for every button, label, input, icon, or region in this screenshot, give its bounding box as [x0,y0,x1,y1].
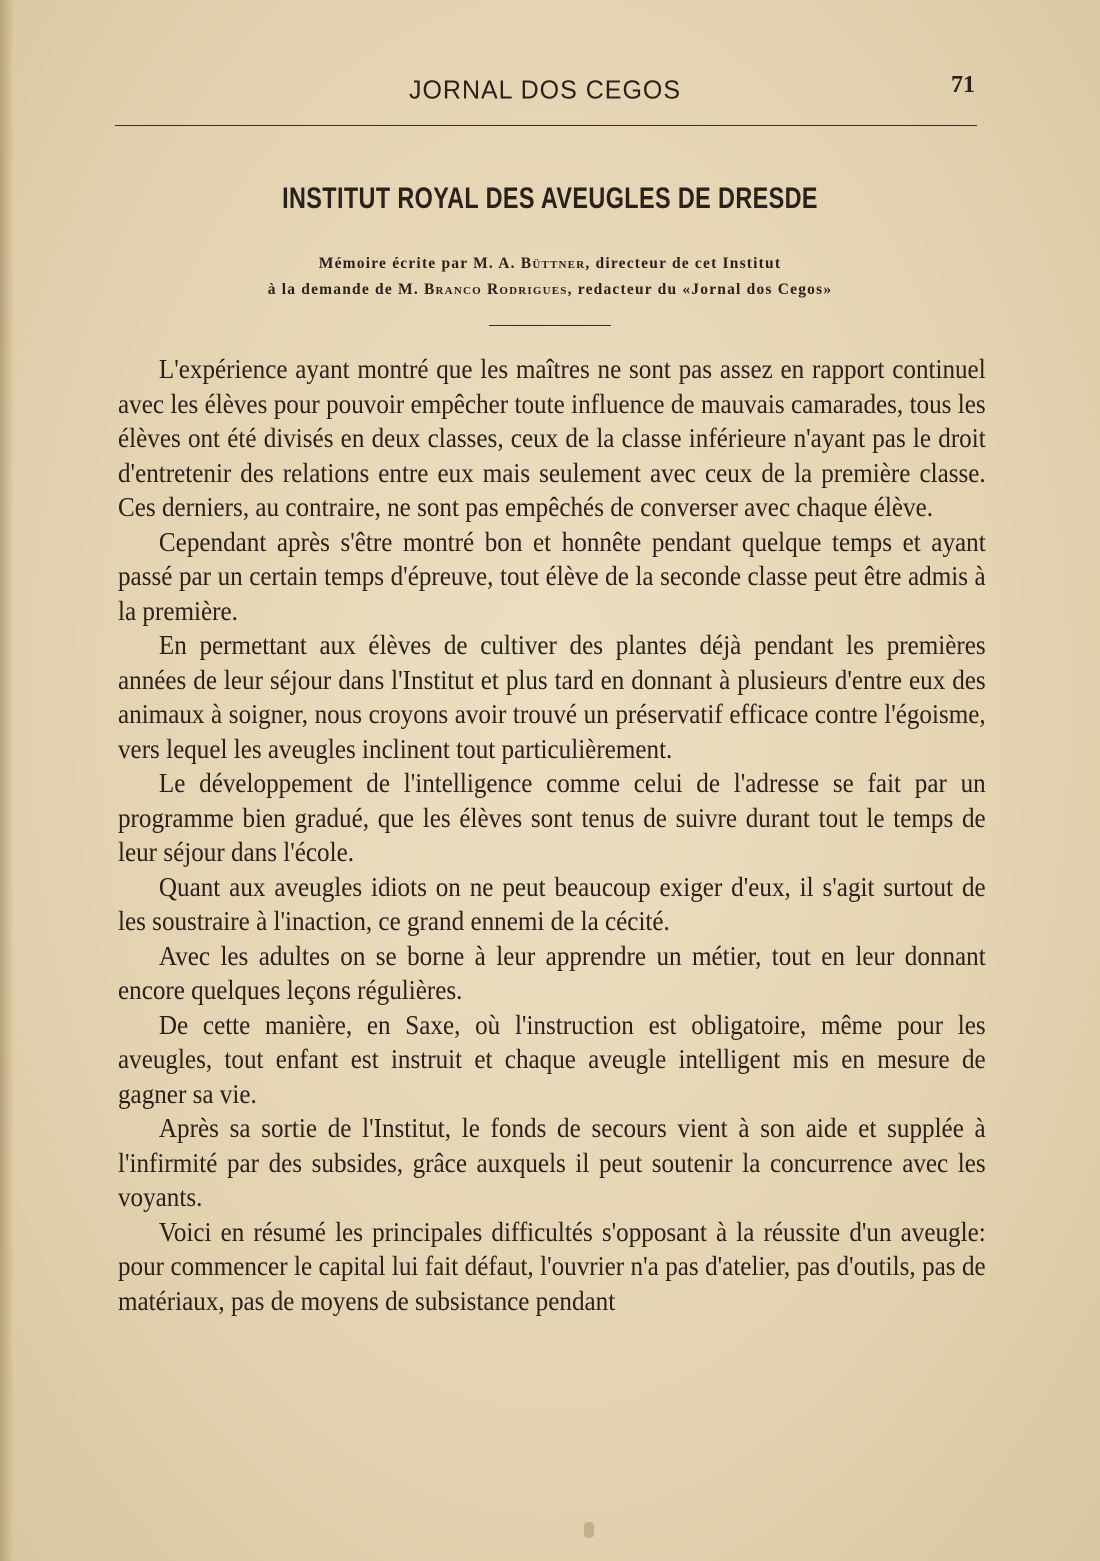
paragraph: Cependant après s'être montré bon et honnête pendant quelque temps et ayant passé par un certain temps d'épreuve, tout élève de la seconde classe peut être admis à la première. [118,526,986,626]
section-rule [489,325,611,326]
article-body [118,352,986,1318]
header-rule [115,125,977,126]
article-title: INSTITUT ROYAL DES AVEUGLES DE DRESDE [282,182,818,215]
paragraph: Avec les adultes on se borne à leur apprendre un métier, tout en leur donnant encore quelques leçons régulières. [118,940,986,1005]
byline-line-2-prefix: à la demande de M. [267,281,424,298]
byline-line-2-suffix: , redacteur du «Jornal dos Cegos» [567,281,833,298]
byline-line-2 [110,281,990,299]
paragraph: Le développement de l'intelligence comme celui de l'adresse se fait par un programme bien gradué, que les élèves sont tenus de suivre durant tout le temps de leur séjour dans l'école. [118,768,986,867]
paragraph: Quant aux aveugles idiots on ne peut beaucoup exiger d'eux, il s'agit surtout de les soustraire à l'inaction, ce grand ennemi de la cécité. [118,871,986,936]
paragraph: L'expérience ayant montré que les maîtres ne sont pas assez en rapport continuel avec les élèves pour pouvoir empêcher toute influence de mauvais camarades, tous les élèves ont été divisés en deux classes, ceux de la classe inférieure n'ayant pas le droit d'entretenir des relations entre eux mais seulement avec ceux de la première classe. Ces derniers, au contraire, ne sont pas empêchés de converser avec chaque élève. [118,354,986,522]
byline-line-1-prefix: Mémoire écrite par M. A. [318,255,521,272]
byline-author: Büttner [520,255,586,272]
page-number: 71 [951,72,975,98]
byline-line-1-suffix: , directeur de cet Institut [585,255,782,272]
paragraph: Après sa sortie de l'Institut, le fonds de secours vient à son aide et supplée à l'infirmité par des subsides, grâce auxquels il peut soutenir la concurrence avec les voyants. [118,1113,986,1212]
running-title: JORNAL DOS CEGOS [408,75,682,105]
paragraph: Voici en résumé les principales difficultés s'opposant à la réussite d'un aveugle: pour commencer le capital lui fait défaut, l'ouvrier n'a pas d'atelier, pas d'outils, pas de matériaux, pas de moyens de subsistance pendant [118,1216,986,1316]
paper-smudge [584,1522,594,1538]
paragraph: En permettant aux élèves de cultiver des plantes déjà pendant les premières années de leur séjour dans l'Institut et plus tard en donnant à plusieurs d'entre eux des animaux à soigner, nous croyons avoir trouvé un préservatif efficace contre l'égoisme, vers lequel les aveugles inclinent tout particulièrement. [118,630,986,764]
running-header [115,70,975,110]
byline-requester: Branco Rodrigues [424,281,568,298]
page-edge-shadow [0,0,14,1561]
byline-line-1 [110,255,990,273]
paragraph: De cette manière, en Saxe, où l'instruction est obligatoire, même pour les aveugles, tout enfant est instruit et chaque aveugle intelligent mis en mesure de gagner sa vie. [118,1009,986,1109]
